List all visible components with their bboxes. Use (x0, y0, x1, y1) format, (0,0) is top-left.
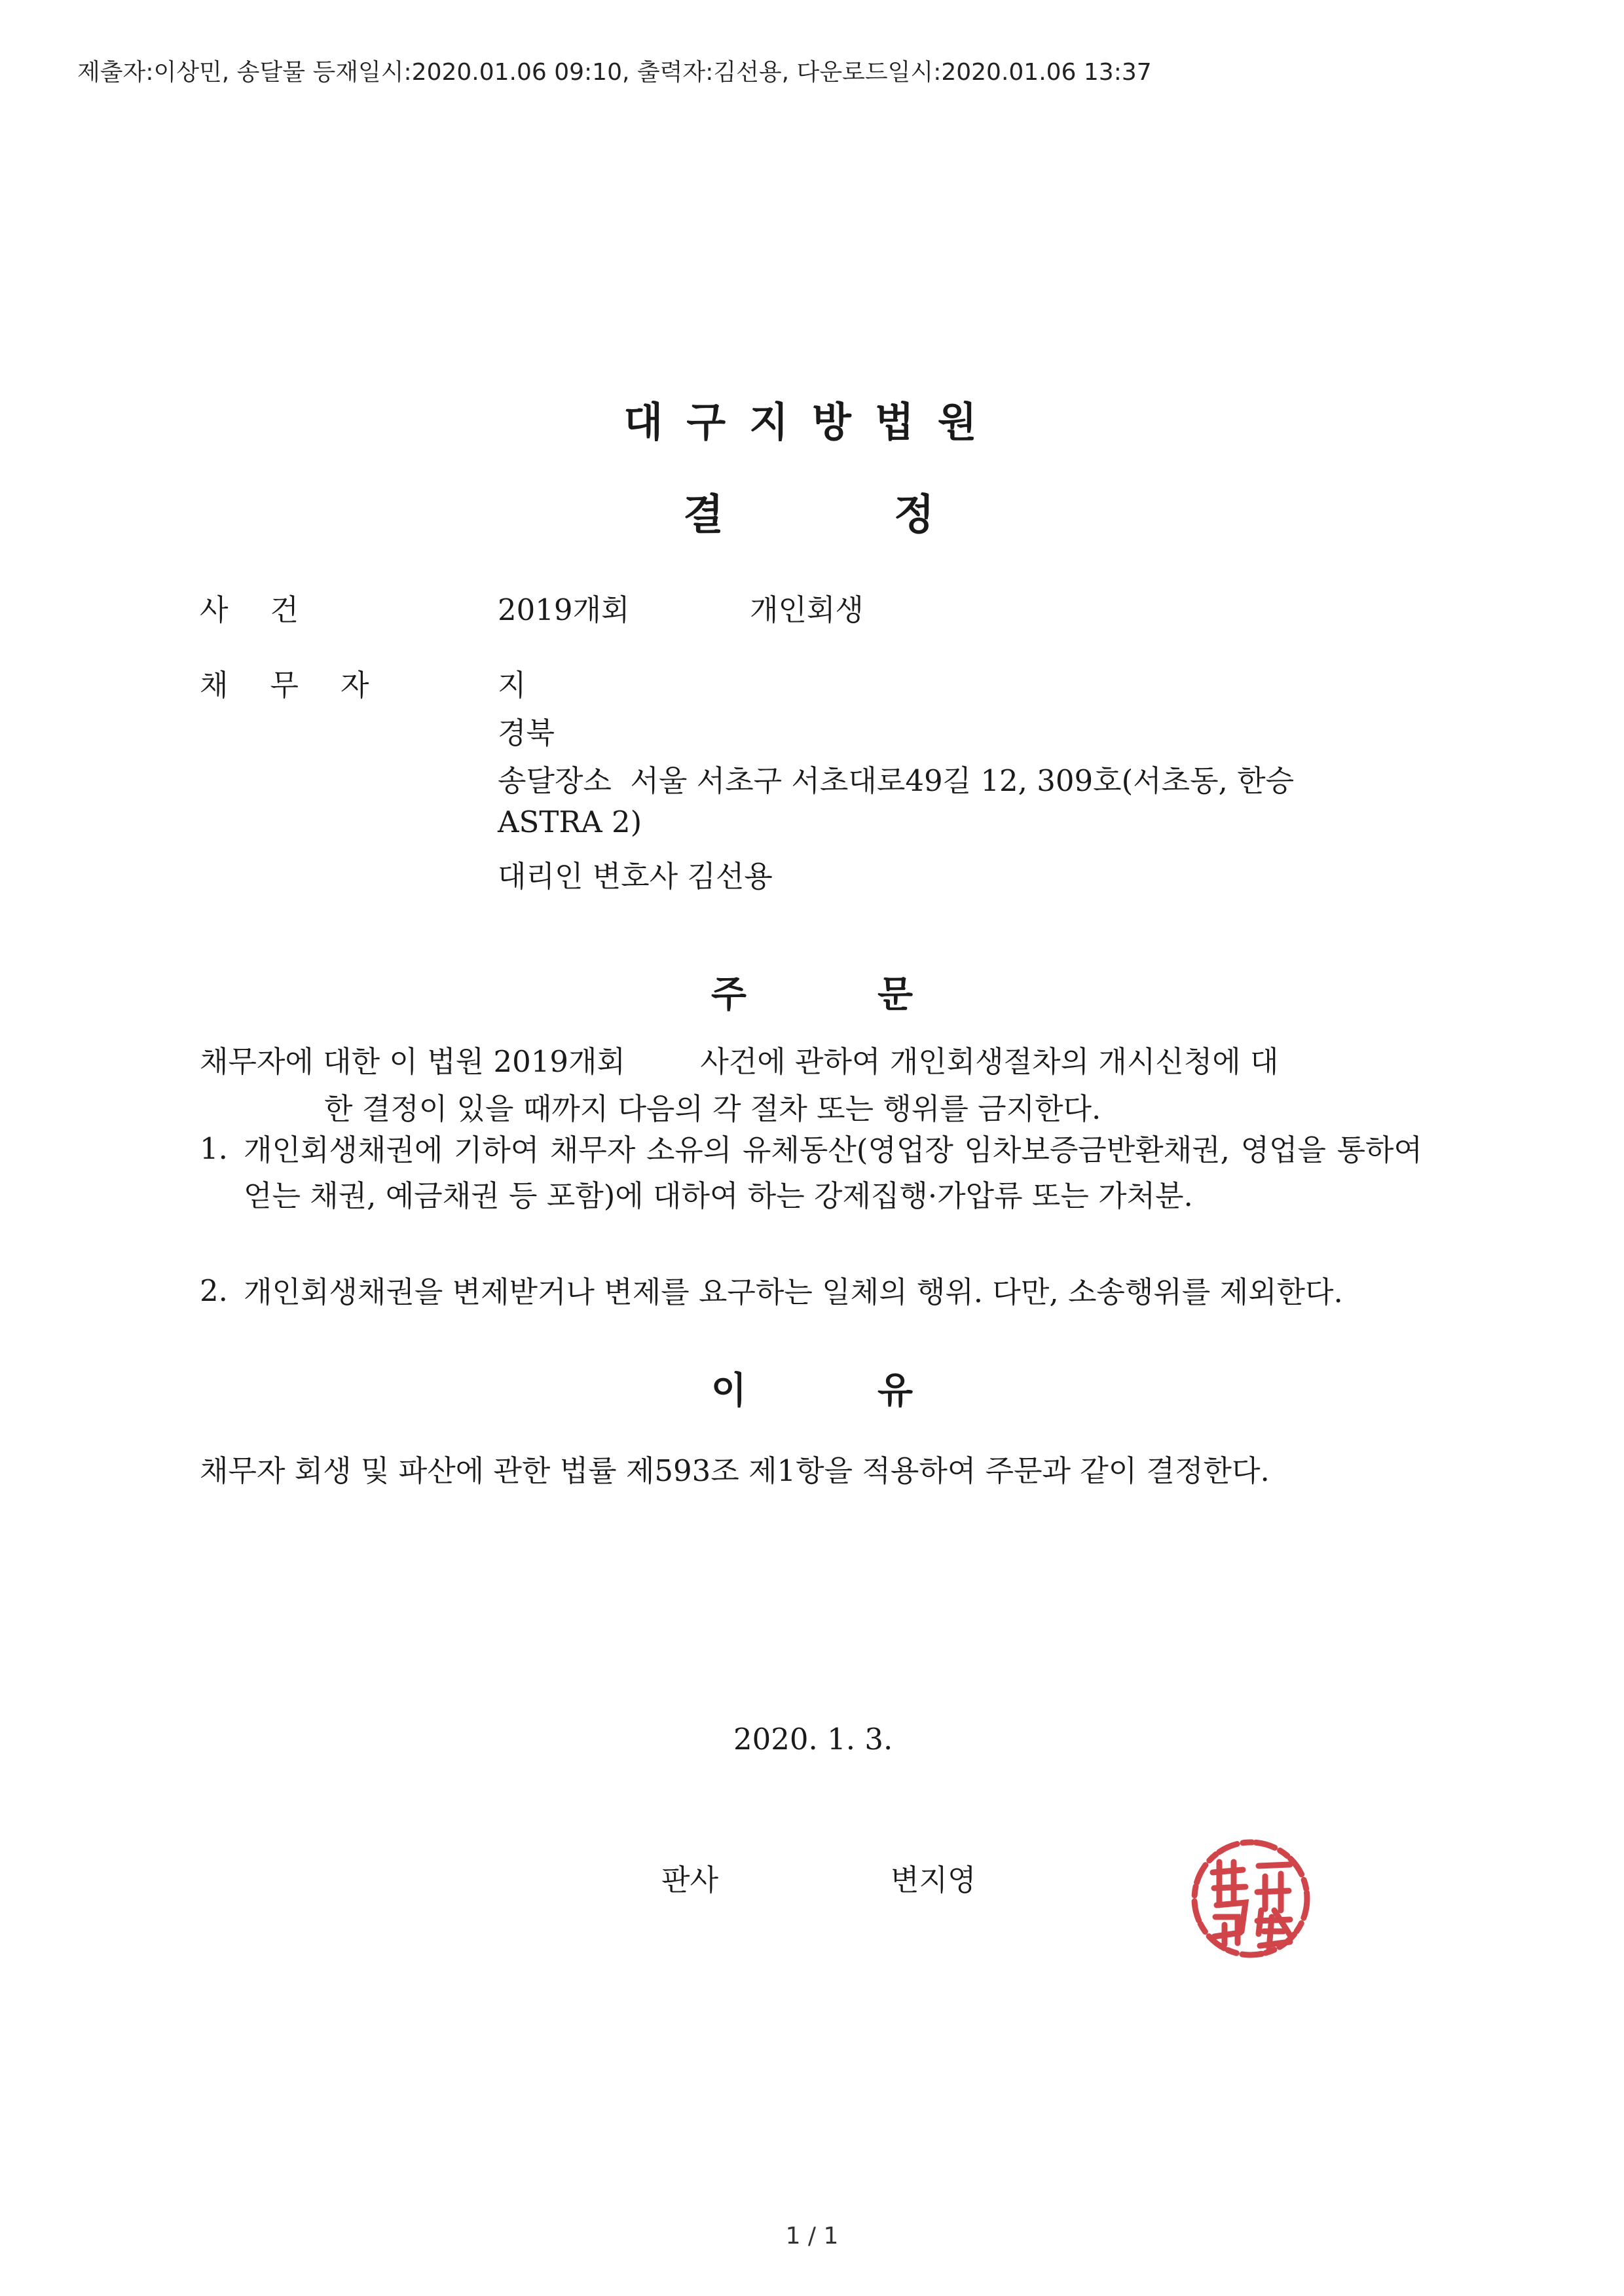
reason-text: 채무자 회생 및 파산에 관한 법률 제593조 제1항을 적용하여 주문과 같이 결정한다. (200, 1453, 1270, 1488)
debtor-region: 경북 (498, 716, 555, 750)
decision-date: 2020. 1. 3. (733, 1722, 893, 1757)
debtor-name: 지 (498, 668, 526, 702)
case-type: 개인회생 (750, 592, 864, 627)
reason-heading: 이유 (710, 1370, 1044, 1412)
debtor-service-address: 송달장소 서울 서초구 서초대로49길 12, 309호(서초동, 한승 (498, 763, 1295, 798)
order-heading: 주문 (710, 974, 1044, 1016)
order-intro-line2: 한 결정이 있을 때까지 다음의 각 절차 또는 행위를 금지한다. (324, 1091, 1101, 1126)
debtor-agent: 대리인 변호사 김선용 (498, 859, 773, 894)
order-intro-line1: 채무자에 대한 이 법원 2019개회 사건에 관하여 개인회생절차의 개시신청에 대 (200, 1044, 1279, 1079)
judge-title: 판사 (661, 1863, 718, 1897)
download-meta-header: 제출자:이상민, 송달물 등재일시:2020.01.06 09:10, 출력자:김선용, 다운로드일시:2020.01.06 13:37 (77, 59, 1152, 86)
order-item-2-number: 2. (200, 1273, 228, 1308)
case-label: 사건 (200, 592, 341, 627)
page-number: 1 / 1 (785, 2223, 839, 2250)
judge-name: 변지영 (891, 1863, 976, 1897)
judge-seal-stamp (1185, 1833, 1316, 1964)
order-item-1-text: 개인회생채권에 기하여 채무자 소유의 유체동산(영업장 임차보증금반환채권, 영업을 통하여 얻는 채권, 예금채권 등 포함)에 대하여 하는 강제집행·가압류 또는 가처분. (244, 1133, 1422, 1213)
order-item-1-number: 1. (200, 1131, 228, 1166)
document-type-title: 결정 (683, 491, 1105, 539)
order-item-2-text: 개인회생채권을 변제받거나 변제를 요구하는 일체의 행위. 다만, 소송행위를 제외한다. (244, 1275, 1343, 1309)
case-number: 2019개회 (498, 592, 630, 627)
debtor-label: 채무자 (200, 668, 411, 702)
debtor-service-address-cont: ASTRA 2) (498, 805, 642, 839)
court-name: 대구지방법원 (623, 398, 1001, 446)
